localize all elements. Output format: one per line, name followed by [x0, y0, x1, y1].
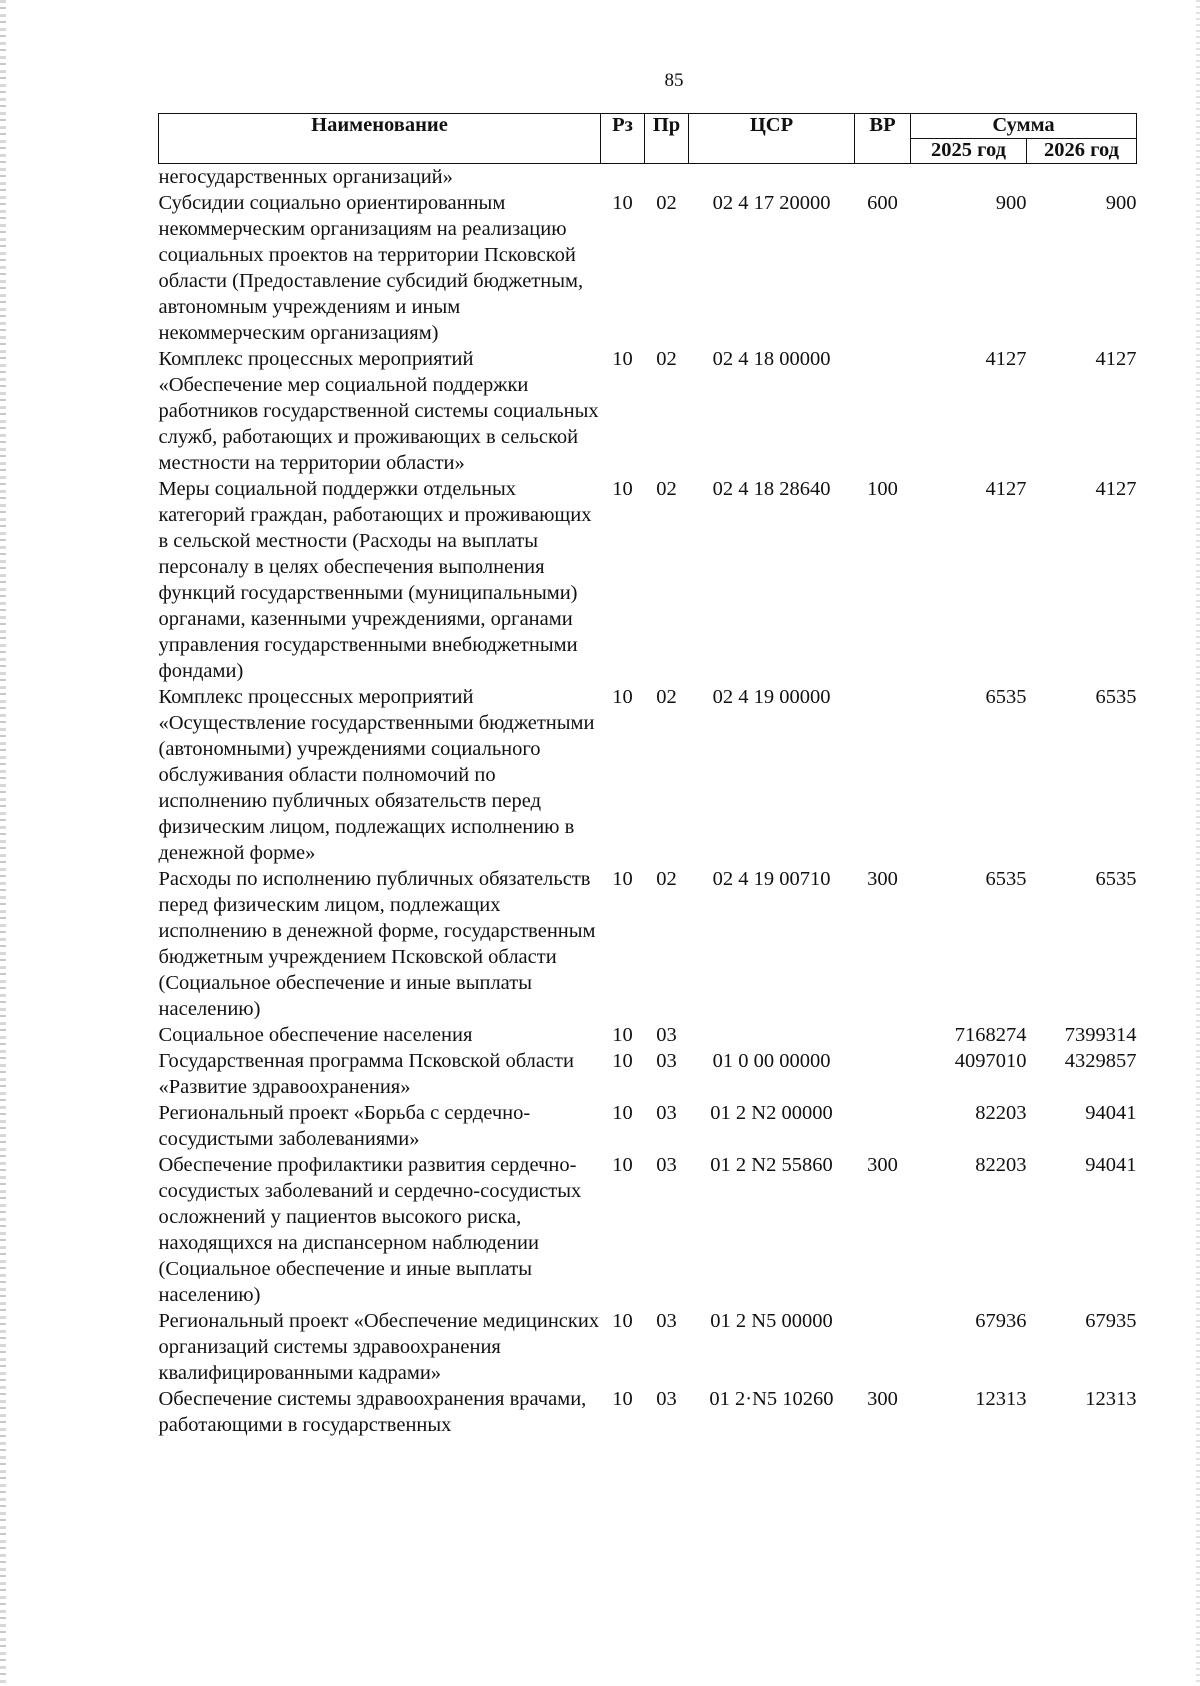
- row-vr: 100: [867, 478, 898, 500]
- row-rz: 10: [612, 348, 633, 370]
- budget-table: [158, 113, 1137, 1438]
- row-csr: 01 2 N5 00000: [710, 1310, 833, 1332]
- row-vr: 300: [867, 1388, 898, 1410]
- row-csr: 02 4 19 00000: [712, 686, 831, 708]
- header-sum: Сумма: [911, 114, 1137, 139]
- row-name: негосударственных организаций»: [158, 166, 453, 188]
- row-sum-2026: [1027, 164, 1137, 191]
- table-body: [159, 164, 1137, 1439]
- row-csr: 01 2 N2 55860: [710, 1154, 833, 1176]
- row-sum-2025: 67936: [975, 1310, 1027, 1332]
- table-row: [159, 1022, 1137, 1048]
- row-rz: 10: [612, 1024, 633, 1046]
- header-csr: ЦСР: [689, 114, 855, 164]
- row-sum-2025: 4127: [985, 478, 1027, 500]
- row-vr: [855, 346, 911, 476]
- header-pr: Пр: [645, 114, 689, 164]
- row-rz: 10: [612, 1050, 633, 1072]
- row-name: Субсидии социально ориентированным некоммерческим организациям на реализацию социальных проектов на территории Псковской области (Предоставление субсидий бюджетным, автономным учреждениям и иным некоммерческим организациям): [158, 192, 584, 344]
- row-rz: 10: [612, 1154, 633, 1176]
- row-sum-2025: 7168274: [954, 1024, 1027, 1046]
- row-sum-2025: 900: [995, 192, 1027, 214]
- row-sum-2025: 6535: [985, 868, 1027, 890]
- row-sum-2026: 4127: [1095, 348, 1137, 370]
- row-rz: 10: [612, 1388, 633, 1410]
- row-name: Расходы по исполнению публичных обязательств перед физическим лицом, подлежащих исполнению в денежной форме, государственным бюджетным учреждением Псковской области (Социальное обеспечение и иные выплаты населению): [158, 868, 596, 1020]
- row-vr: 300: [867, 868, 898, 890]
- row-pr: 03: [656, 1310, 677, 1332]
- scan-edge-right: [1196, 0, 1200, 1686]
- table-row: [159, 866, 1137, 1022]
- header-year-2025: 2025 год: [911, 139, 1027, 164]
- row-rz: 10: [612, 686, 633, 708]
- row-csr: [689, 164, 855, 191]
- row-rz: [601, 164, 645, 191]
- row-pr: 02: [656, 348, 677, 370]
- row-name: Обеспечение системы здравоохранения врачами, работающими в государственных: [158, 1388, 587, 1436]
- row-sum-2025: 82203: [975, 1102, 1027, 1124]
- row-name: Комплекс процессных мероприятий «Обеспечение мер социальной поддержки работников государственной системы социальных служб, работающих и проживающих в сельской местности на территории области»: [158, 348, 599, 474]
- row-csr: 01 2 N2 00000: [710, 1102, 833, 1124]
- table-row: [159, 1308, 1137, 1386]
- table-row: [159, 346, 1137, 476]
- row-sum-2026: 4127: [1095, 478, 1137, 500]
- row-vr: 600: [867, 192, 898, 214]
- row-sum-2025: 6535: [985, 686, 1027, 708]
- row-sum-2025: 82203: [975, 1154, 1027, 1176]
- row-csr: 02 4 19 00710: [712, 868, 831, 890]
- row-pr: 03: [656, 1102, 677, 1124]
- row-name: Региональный проект «Борьба с сердечно-сосудистыми заболеваниями»: [158, 1102, 531, 1150]
- row-rz: 10: [612, 868, 633, 890]
- row-vr: [855, 1022, 911, 1048]
- header-year-2026: 2026 год: [1027, 139, 1137, 164]
- table-row: [159, 164, 1137, 191]
- row-sum-2026: 4329857: [1064, 1050, 1137, 1072]
- row-vr: [855, 684, 911, 866]
- table-row: [159, 1152, 1137, 1308]
- row-sum-2025: 4097010: [954, 1050, 1027, 1072]
- row-vr: 300: [867, 1154, 898, 1176]
- row-rz: 10: [612, 1310, 633, 1332]
- row-pr: 02: [656, 192, 677, 214]
- table-row: [159, 1100, 1137, 1152]
- row-pr: 03: [656, 1388, 677, 1410]
- row-rz: 10: [612, 192, 633, 214]
- table-row: [159, 190, 1137, 346]
- row-pr: 02: [656, 478, 677, 500]
- row-csr: [689, 1022, 855, 1048]
- row-vr: [855, 1100, 911, 1152]
- row-name: Региональный проект «Обеспечение медицинских организаций системы здравоохранения квалифицированными кадрами»: [158, 1310, 600, 1384]
- table-header: [159, 114, 1137, 164]
- row-sum-2026: 7399314: [1064, 1024, 1137, 1046]
- table-row: [159, 1048, 1137, 1100]
- row-sum-2025: [911, 164, 1027, 191]
- row-csr: 02 4 18 00000: [712, 348, 831, 370]
- row-csr: 01 0 00 00000: [712, 1050, 831, 1072]
- table-row: [159, 684, 1137, 866]
- row-sum-2026: 6535: [1095, 686, 1137, 708]
- header-rz: Рз: [601, 114, 645, 164]
- row-sum-2025: 4127: [985, 348, 1027, 370]
- row-sum-2026: 94041: [1085, 1102, 1137, 1124]
- row-vr: [855, 1308, 911, 1386]
- row-pr: 02: [656, 868, 677, 890]
- row-name: Комплекс процессных мероприятий «Осуществление государственными бюджетными (автономными) учреждениями социального обслуживания области полномочий по исполнению публичных обязательств перед физическим лицом, подлежащих исполнению в денежной форме»: [158, 686, 595, 864]
- header-vr: ВР: [855, 114, 911, 164]
- row-rz: 10: [612, 478, 633, 500]
- row-sum-2026: 6535: [1095, 868, 1137, 890]
- row-pr: [645, 164, 689, 191]
- row-name: Обеспечение профилактики развития сердечно-сосудистых заболеваний и сердечно-сосудистых осложнений у пациентов высокого риска, находящихся на диспансерном наблюдении (Социальное обеспечение и иные выплаты населению): [158, 1154, 582, 1306]
- row-vr: [855, 1048, 911, 1100]
- row-sum-2026: 94041: [1085, 1154, 1137, 1176]
- row-sum-2026: 900: [1105, 192, 1137, 214]
- row-pr: 03: [656, 1024, 677, 1046]
- header-name: Наименование: [159, 114, 601, 164]
- row-sum-2025: 12313: [975, 1388, 1027, 1410]
- scan-edge-left: [0, 0, 6, 1686]
- table-row: [159, 1386, 1137, 1438]
- row-pr: 03: [656, 1050, 677, 1072]
- page-number: 85: [664, 70, 684, 91]
- row-csr: 02 4 17 20000: [712, 192, 831, 214]
- row-pr: 02: [656, 686, 677, 708]
- row-rz: 10: [612, 1102, 633, 1124]
- row-pr: 03: [656, 1154, 677, 1176]
- row-sum-2026: 12313: [1085, 1388, 1137, 1410]
- row-csr: 01 2·N5 10260: [709, 1388, 834, 1410]
- row-name: Государственная программа Псковской области «Развитие здравоохранения»: [158, 1050, 574, 1098]
- table-row: [159, 476, 1137, 684]
- row-sum-2026: 67935: [1085, 1310, 1137, 1332]
- row-csr: 02 4 18 28640: [712, 478, 831, 500]
- row-vr: [855, 164, 911, 191]
- row-name: Меры социальной поддержки отдельных категорий граждан, работающих и проживающих в сельской местности (Расходы на выплаты персоналу в целях обеспечения выполнения функций государственными (муниципальными) органами, казенными учреждениями, органами управления государственными внебюджетными фондами): [158, 478, 592, 682]
- row-name: Социальное обеспечение населения: [158, 1024, 473, 1046]
